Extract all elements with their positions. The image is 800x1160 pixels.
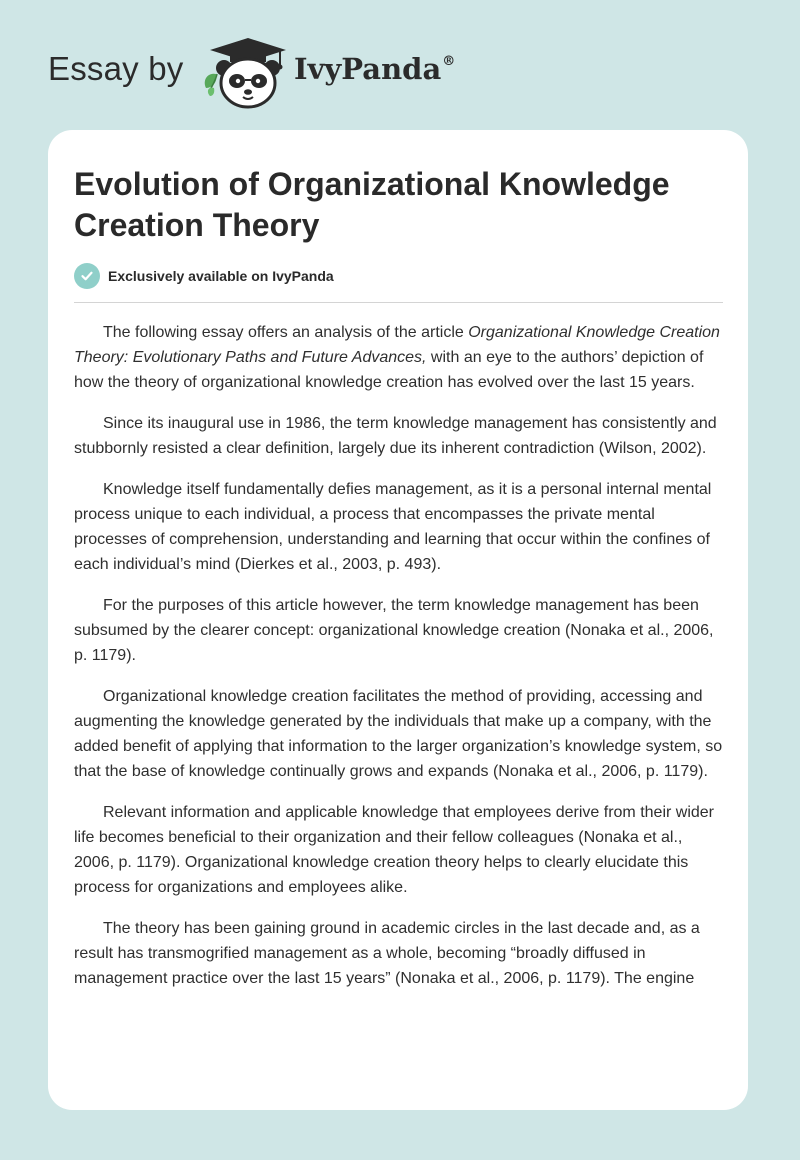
paragraph: Organizational knowledge creation facilitates the method of providing, accessing and augmenting the knowledge generated by the individuals that make up a company, with the added benefit of applying that information to the larger organization’s knowledge system, so that the base of knowledge continually grows and expands (Nonaka et al., 2006, p. 1179).: [74, 688, 723, 780]
paragraph: The following essay offers an analysis of the article Organizational Knowledge Creation Theory: Evolutionary Paths and Future Advances, with an eye to the authors’ depiction of how the theory of organizational knowledge creation has evolved over the last 15 years.: [74, 324, 720, 391]
paragraph: The theory has been gaining ground in academic circles in the last decade and, as a result has transmogrified management as a whole, becoming “broadly diffused in management practice over the last 15 years” (Nonaka et al., 2006, p. 1179). The engine: [74, 920, 700, 987]
paragraph: For the purposes of this article however, the term knowledge management has been subsumed by the clearer concept: organizational knowledge creation (Nonaka et al., 2006, p. 1179).: [74, 597, 714, 664]
paragraph: Relevant information and applicable knowledge that employees derive from their wider life becomes beneficial to their organization and their fellow colleagues (Nonaka et al., 2006, p. 1179). Organizational knowledge creation theory helps to clearly elucidate this process for organizations and employees alike.: [74, 804, 714, 896]
panda-graduate-logo-icon[interactable]: [200, 36, 292, 110]
essay-body: [74, 320, 724, 1007]
page-title: Evolution of Organizational Knowledge Creation Theory: [74, 166, 670, 243]
exclusive-badge: [74, 263, 334, 289]
registered-mark: ®: [442, 54, 456, 69]
exclusive-label: Exclusively available on IvyPanda: [108, 268, 334, 284]
check-circle-icon: [74, 263, 100, 289]
paragraph: Knowledge itself fundamentally defies management, as it is a personal internal mental process unique to each individual, a process that encompasses the private mental processes of comprehension, understanding and learning that occur within the confines of each individual’s mind (Dierkes et al., 2003, p. 493).: [74, 481, 712, 573]
divider: [74, 302, 723, 303]
site-header: [0, 0, 800, 130]
article-title-reference: Organizational Knowledge Creation Theory: Evolutionary Paths and Future Advances,: [74, 324, 720, 366]
paragraph: Since its inaugural use in 1986, the term knowledge management has consistently and stubbornly resisted a clear definition, largely due its inherent contradiction (Wilson, 2002).: [74, 415, 717, 457]
brand-name: IvyPanda: [294, 52, 442, 86]
essay-by-label: Essay by: [48, 50, 184, 87]
brand-wordmark[interactable]: [294, 52, 455, 86]
essay-card: [48, 130, 748, 1110]
